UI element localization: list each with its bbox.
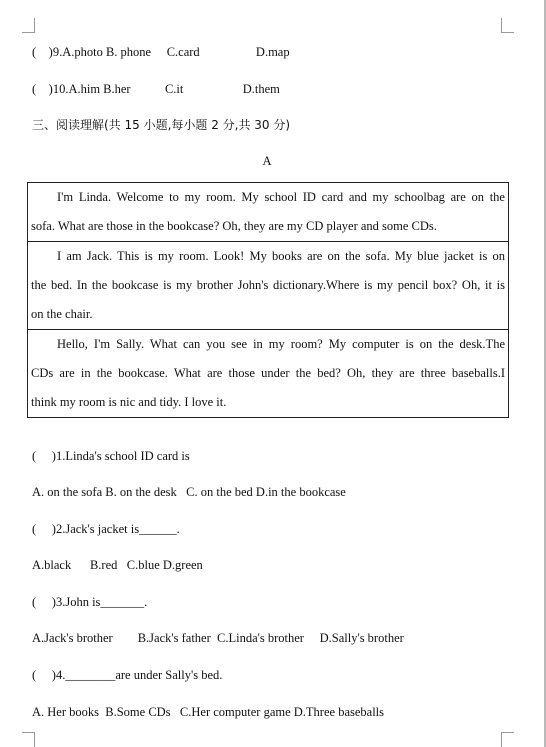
passage-line: CDs are in the bookcase. What are those under the bed? Oh, they are three baseballs.I: [31, 366, 505, 380]
passage-line: on the chair.: [31, 307, 93, 321]
passage-line: sofa. What are those in the bookcase? Oh, they are my CD player and some CDs.: [31, 219, 437, 233]
part-label: A: [262, 154, 272, 168]
crop-mark-top-right: [501, 18, 514, 33]
section-title: 三、阅读理解(共 15 小题,每小题 2 分,共 30 分): [32, 118, 291, 132]
crop-mark-bottom-left: [22, 732, 35, 747]
passage-sally: [28, 329, 508, 417]
passage-linda: [28, 183, 508, 241]
passage-line: Hello, I'm Sally. What can you see in my room? My computer is on the desk.The: [57, 337, 505, 351]
passage-jack: [28, 241, 508, 329]
passage-line: I'm Linda. Welcome to my room. My school ID card and my schoolbag are on the: [57, 190, 505, 204]
passage-line: think my room is nic and tidy. I love it.: [31, 395, 227, 409]
crop-mark-top-left: [22, 18, 35, 33]
question-2: ( )2.Jack's jacket is______.: [32, 522, 180, 536]
question-4: ( )4.________are under Sally's bed.: [32, 668, 223, 682]
question-3: ( )3.John is_______.: [32, 595, 148, 609]
crop-mark-bottom-right: [501, 732, 514, 747]
question-9: ( )9.A.photo B. phone C.card D.map: [32, 45, 290, 59]
question-10: ( )10.A.him B.her C.it D.them: [32, 82, 280, 96]
question-2-options: A.black B.red C.blue D.green: [32, 558, 203, 572]
question-1: ( )1.Linda's school ID card is: [32, 449, 190, 463]
question-4-options: A. Her books B.Some CDs C.Her computer game D.Three baseballs: [32, 705, 385, 719]
passage-line: the bed. In the bookcase is my brother John's dictionary.Where is my pencil box? Oh, it is: [31, 278, 505, 292]
passage-line: I am Jack. This is my room. Look! My books are on the sofa. My blue jacket is on: [57, 249, 505, 263]
question-1-options: A. on the sofa B. on the desk C. on the bed D.in the bookcase: [32, 485, 346, 499]
passage-table: [27, 182, 509, 418]
question-3-options: A.Jack's brother B.Jack's father C.Linda's brother D.Sally's brother: [32, 631, 404, 645]
